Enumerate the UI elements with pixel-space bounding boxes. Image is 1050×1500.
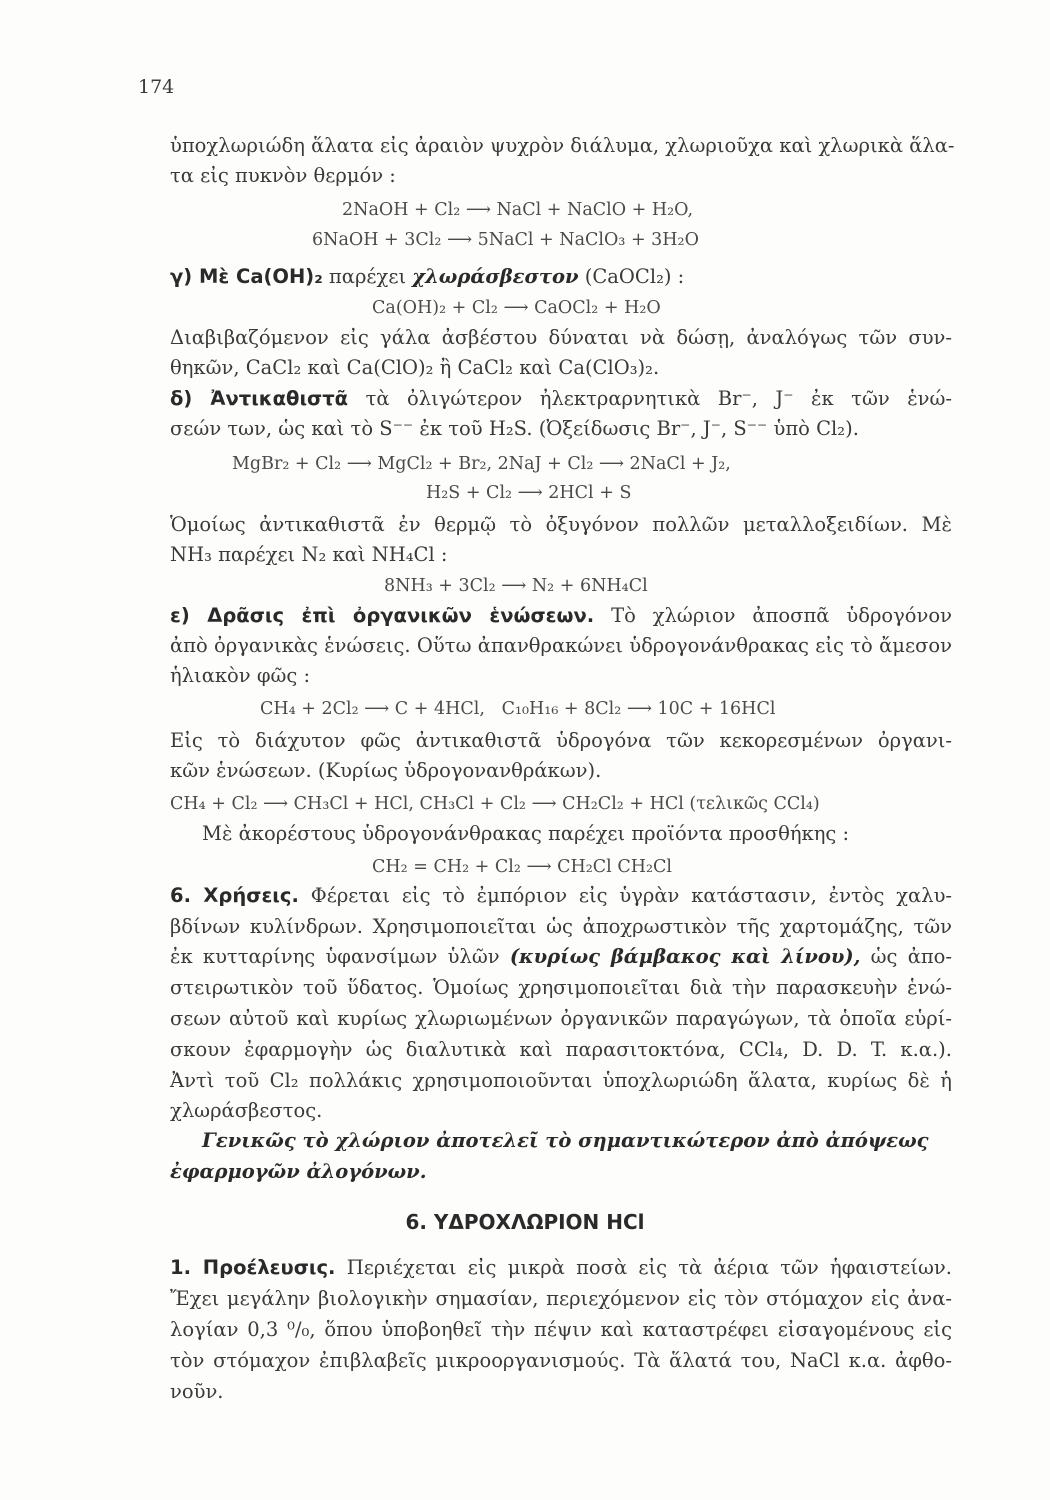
text-line: Ἀντὶ τοῦ Cl₂ πολλάκις χρησιμοποιοῦνται ὑποχλωριώδη ἅλατα, κυρίως δὲ ἡ [170, 1069, 952, 1092]
subsection-heading: δ) Ἀντικαθιστᾶ [170, 387, 349, 410]
text-line: Ἔχει μεγάλην βιολογικὴν σημασίαν, περιεχόμενον εἰς τὸν στόμαχον εἰς ἀνα- [170, 1287, 952, 1310]
subsection-heading: γ) Μὲ Ca(OH)₂ [170, 265, 323, 288]
text-line: ἡλιακὸν φῶς : [170, 664, 311, 687]
equation: 6NaOH + 3Cl₂ ⟶ 5NaCl + NaClO₃ + 3H₂O [312, 230, 699, 250]
section-heading: 6. Χρήσεις. [170, 884, 299, 907]
subsection-epsilon: ε) Δρᾶσις ἐπὶ ὀργανικῶν ἑνώσεων. Τὸ χλώριον ἀποσπᾶ ὑδρογόνον [170, 604, 952, 627]
text-line: σεων αὐτοῦ καὶ κυρίως χλωριωμένων ὀργανικῶν παραγώγων, τὰ ὁποῖα εὑρί- [170, 1007, 952, 1030]
text-line: Διαβιβαζόμενον εἰς γάλα ἀσβέστου δύναται νὰ δώσῃ, ἀναλόγως τῶν συν- [170, 326, 952, 349]
text-line: ἀπὸ ὀργανικὰς ἑνώσεις. Οὕτω ἀπανθρακώνει ὑδρογονάνθρακας εἰς τὸ ἄμεσον [170, 634, 952, 657]
section-uses: 6. Χρήσεις. Φέρεται εἰς τὸ ἐμπόριον εἰς ὑγρὰν κατάστασιν, ἐντὸς χαλυ- [170, 884, 953, 907]
text-line: κῶν ἑνώσεων. (Κυρίως ὑδρογονανθράκων). [170, 759, 602, 782]
equation: 2NaOH + Cl₂ ⟶ NaCl + NaClO + H₂O, [342, 200, 694, 220]
conclusion-line: ἐφαρμογῶν ἀλογόνων. [170, 1160, 427, 1183]
text-line: χλωράσβεστος. [170, 1099, 323, 1122]
page-number: 174 [138, 76, 175, 98]
equation: CH₄ + 2Cl₂ ⟶ C + 4HCl, C₁₀H₁₆ + 8Cl₂ ⟶ 10C + 16HCl [260, 699, 776, 719]
subsection-delta: δ) Ἀντικαθιστᾶ τὰ ὀλιγώτερον ἠλεκτραρνητικὰ Br⁻, J⁻ ἐκ τῶν ἑνώ- [170, 387, 952, 410]
equation: MgBr₂ + Cl₂ ⟶ MgCl₂ + Br₂, 2NaJ + Cl₂ ⟶ 2NaCl + J₂, [232, 454, 731, 474]
text-line: θηκῶν, CaCl₂ καὶ Ca(ClO)₂ ἢ CaCl₂ καὶ Ca(ClO₃)₂. [170, 356, 660, 379]
text-line: σκουν ἐφαρμογὴν ὡς διαλυτικὰ καὶ παρασιτοκτόνα, CCl₄, D. D. T. κ.α.). [170, 1038, 952, 1061]
conclusion-line: Γενικῶς τὸ χλώριον ἀποτελεῖ τὸ σημαντικώτερον ἀπὸ ἀπόψεως [202, 1129, 929, 1152]
equation: CH₂ = CH₂ + Cl₂ ⟶ CH₂Cl CH₂Cl [372, 857, 672, 877]
text-line: βδίνων κυλίνδρων. Χρησιμοποιεῖται ὡς ἀποχρωστικὸν τῆς χαρτομάζης, τῶν [170, 915, 952, 938]
text-line: Εἰς τὸ διάχυτον φῶς ἀντικαθιστᾶ ὑδρογόνα τῶν κεκορεσμένων ὀργανι- [170, 729, 952, 752]
equation: 8NH₃ + 3Cl₂ ⟶ N₂ + 6NH₄Cl [384, 576, 648, 596]
text-line: νοῦν. [170, 1380, 224, 1403]
section-title: 6. ΥΔΡΟΧΛΩΡΙΟΝ HCl [405, 1210, 645, 1234]
text-line: ἐκ κυτταρίνης ὑφανσίμων ὑλῶν (κυρίως βάμβακος καὶ λίνου), ὡς ἀπο- [170, 945, 953, 968]
text-line: στειρωτικὸν τοῦ ὕδατος. Ὁμοίως χρησιμοποιεῖται διὰ τὴν παρασκευὴν ἑνώ- [170, 976, 952, 999]
text-line: ὑποχλωριώδη ἅλατα εἰς ἀραιὸν ψυχρὸν διάλυμα, χλωριοῦχα καὶ χλωρικὰ ἅλα- [170, 134, 955, 157]
equation: CH₄ + Cl₂ ⟶ CH₃Cl + HCl, CH₃Cl + Cl₂ ⟶ CH₂Cl₂ + HCl (τελικῶς CCl₄) [170, 794, 820, 814]
equation: H₂S + Cl₂ ⟶ 2HCl + S [426, 483, 632, 503]
subsection-origin: 1. Προέλευσις. Περιέχεται εἰς μικρὰ ποσὰ εἰς τὰ ἀέρια τῶν ἡφαιστείων. [170, 1256, 952, 1279]
text-line: τὸν στόμαχον ἐπιβλαβεῖς μικροοργανισμούς. Τὰ ἅλατά του, NaCl κ.α. ἀφθο- [170, 1349, 952, 1372]
text-line: Ὁμοίως ἀντικαθιστᾶ ἐν θερμῷ τὸ ὀξυγόνον πολλῶν μεταλλοξειδίων. Μὲ [170, 513, 952, 536]
subsection-heading: 1. Προέλευσις. [170, 1256, 336, 1279]
text-line: λογίαν 0,3 ⁰/₀, ὅπου ὑποβοηθεῖ τὴν πέψιν καὶ καταστρέφει εἰσαγομένους εἰς [170, 1318, 952, 1341]
text-line: Μὲ ἀκορέστους ὑδρογονάνθρακας παρέχει προϊόντα προσθήκης : [202, 822, 850, 845]
text-line: σεών των, ὡς καὶ τὸ S⁻⁻ ἐκ τοῦ H₂S. (Ὀξείδωσις Br⁻, J⁻, S⁻⁻ ὑπὸ Cl₂). [170, 417, 859, 440]
equation: Ca(OH)₂ + Cl₂ ⟶ CaOCl₂ + H₂O [372, 298, 661, 318]
text-line: NH₃ παρέχει N₂ καὶ NH₄Cl : [170, 543, 448, 566]
subsection-gamma: γ) Μὲ Ca(OH)₂ παρέχει χλωράσβεστον (CaOCl₂) : [170, 265, 685, 288]
emphasis: χλωράσβεστον [412, 265, 579, 288]
text-line: τα εἰς πυκνὸν θερμόν : [170, 164, 396, 187]
emphasis: (κυρίως βάμβακος καὶ λίνου), [509, 945, 861, 968]
subsection-heading: ε) Δρᾶσις ἐπὶ ὀργανικῶν ἑνώσεων. [170, 604, 595, 627]
